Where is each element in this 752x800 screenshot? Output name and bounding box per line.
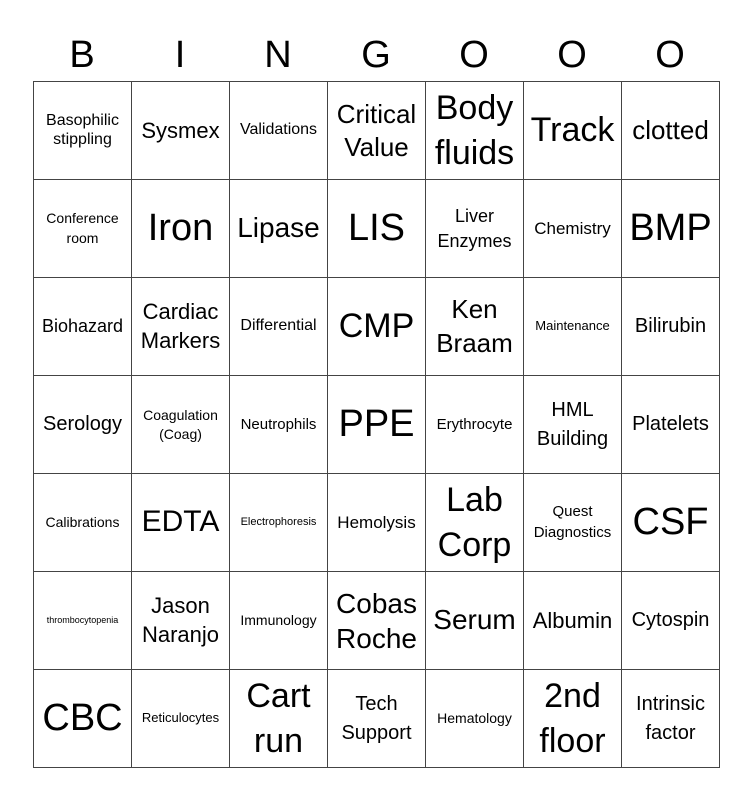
header-letter-b: B xyxy=(69,34,95,76)
bingo-cell[interactable] xyxy=(230,670,328,768)
bingo-cell[interactable] xyxy=(132,572,230,670)
bingo-cell[interactable] xyxy=(230,278,328,376)
bingo-cell[interactable] xyxy=(622,572,720,670)
cell-text: Validations xyxy=(239,121,318,139)
bingo-cell[interactable] xyxy=(132,278,230,376)
header-letter-o1: O xyxy=(459,34,489,76)
cell-text: Platelets xyxy=(632,413,709,435)
cell-text: Cobas Roche xyxy=(336,587,417,654)
bingo-cell[interactable] xyxy=(328,180,426,278)
bingo-cell[interactable] xyxy=(622,180,720,278)
cell-text: BMP xyxy=(629,206,712,249)
bingo-cell[interactable] xyxy=(34,180,132,278)
cell-text: CMP xyxy=(338,306,415,345)
bingo-cell[interactable] xyxy=(34,670,132,768)
cell-text: Iron xyxy=(147,206,214,249)
bingo-cell[interactable] xyxy=(622,376,720,474)
cell-text: Calibrations xyxy=(45,514,120,531)
cell-text: Lab Corp xyxy=(437,481,512,564)
bingo-cell[interactable] xyxy=(426,376,524,474)
cell-text: Coagulation (Coag) xyxy=(143,406,218,442)
cell-text: Intrinsic factor xyxy=(636,692,705,744)
bingo-cell[interactable] xyxy=(426,82,524,180)
cell-text: LIS xyxy=(347,206,406,249)
bingo-cell[interactable] xyxy=(622,278,720,376)
bingo-cell[interactable] xyxy=(622,82,720,180)
bingo-cell[interactable] xyxy=(230,474,328,572)
cell-text: CSF xyxy=(632,500,709,543)
header-letter-i: I xyxy=(174,34,186,76)
cell-text: Neutrophils xyxy=(240,415,317,433)
bingo-cell[interactable] xyxy=(328,572,426,670)
cell-text: Sysmex xyxy=(141,117,220,143)
bingo-cell[interactable] xyxy=(328,82,426,180)
cell-text: Immunology xyxy=(240,612,317,629)
cell-text: HML Building xyxy=(536,398,609,450)
bingo-cell[interactable] xyxy=(426,180,524,278)
cell-text: Quest Diagnostics xyxy=(533,503,612,541)
cell-text: Liver Enzymes xyxy=(437,206,512,251)
bingo-cell[interactable] xyxy=(34,278,132,376)
bingo-cell[interactable] xyxy=(524,474,622,572)
cell-text: thrombocytopenia xyxy=(46,615,119,626)
bingo-cell[interactable] xyxy=(230,82,328,180)
bingo-cell[interactable] xyxy=(622,670,720,768)
cell-text: CBC xyxy=(42,696,123,739)
bingo-cell[interactable] xyxy=(426,474,524,572)
bingo-cell[interactable] xyxy=(34,376,132,474)
cell-text: Differential xyxy=(240,317,317,335)
bingo-cell[interactable] xyxy=(230,376,328,474)
header-letter-g: G xyxy=(361,34,391,76)
bingo-cell[interactable] xyxy=(426,572,524,670)
cell-text: Electrophoresis xyxy=(240,516,317,529)
cell-text: Tech Support xyxy=(341,692,412,744)
cell-text: Jason Naranjo xyxy=(141,592,220,647)
cell-text: EDTA xyxy=(141,505,220,539)
cell-text: Track xyxy=(530,110,615,149)
bingo-cell[interactable] xyxy=(328,278,426,376)
bingo-cell[interactable] xyxy=(132,180,230,278)
bingo-cell[interactable] xyxy=(328,376,426,474)
header-letter-n: N xyxy=(264,34,292,76)
bingo-cell[interactable] xyxy=(132,670,230,768)
bingo-cell[interactable] xyxy=(328,474,426,572)
bingo-cell[interactable] xyxy=(524,82,622,180)
header-letter-o3: O xyxy=(655,34,685,76)
bingo-cell[interactable] xyxy=(230,180,328,278)
cell-text: Cardiac Markers xyxy=(140,298,221,353)
bingo-cell[interactable] xyxy=(34,82,132,180)
bingo-cell[interactable] xyxy=(524,278,622,376)
cell-text: Maintenance xyxy=(535,318,610,334)
cell-text: Chemistry xyxy=(534,218,611,238)
cell-text: Biohazard xyxy=(41,316,124,337)
cell-text: Cart run xyxy=(246,677,311,760)
cell-text: Critical Value xyxy=(336,99,417,162)
cell-text: PPE xyxy=(338,402,415,445)
bingo-cell[interactable] xyxy=(524,180,622,278)
bingo-cell[interactable] xyxy=(34,572,132,670)
bingo-board xyxy=(33,81,720,768)
bingo-cell[interactable] xyxy=(328,670,426,768)
bingo-cell[interactable] xyxy=(132,82,230,180)
cell-text: clotted xyxy=(632,114,709,145)
bingo-cell[interactable] xyxy=(426,670,524,768)
cell-text: Lipase xyxy=(237,212,320,244)
cell-text: Ken Braam xyxy=(436,293,513,358)
bingo-cell[interactable] xyxy=(132,474,230,572)
bingo-cell[interactable] xyxy=(132,376,230,474)
cell-text: Basophilic stippling xyxy=(46,112,119,148)
bingo-cell[interactable] xyxy=(230,572,328,670)
cell-text: Reticulocytes xyxy=(141,710,220,726)
cell-text: Albumin xyxy=(532,607,613,633)
cell-text: Serology xyxy=(43,413,122,435)
header-letter-o2: O xyxy=(557,34,587,76)
bingo-cell[interactable] xyxy=(524,670,622,768)
cell-text: Conference room xyxy=(46,209,119,246)
bingo-header xyxy=(33,30,719,80)
cell-text: Bilirubin xyxy=(634,315,707,337)
cell-text: Hematology xyxy=(437,710,512,727)
bingo-cell[interactable] xyxy=(622,474,720,572)
bingo-cell[interactable] xyxy=(426,278,524,376)
cell-text: Hemolysis xyxy=(337,512,416,532)
cell-text: Serum xyxy=(433,604,516,636)
cell-text: 2nd floor xyxy=(539,677,606,760)
bingo-cell[interactable] xyxy=(524,572,622,670)
cell-text: Body fluids xyxy=(434,89,515,172)
cell-text: Cytospin xyxy=(631,609,710,631)
bingo-cell[interactable] xyxy=(524,376,622,474)
bingo-cell[interactable] xyxy=(34,474,132,572)
cell-text: Erythrocyte xyxy=(436,415,513,433)
